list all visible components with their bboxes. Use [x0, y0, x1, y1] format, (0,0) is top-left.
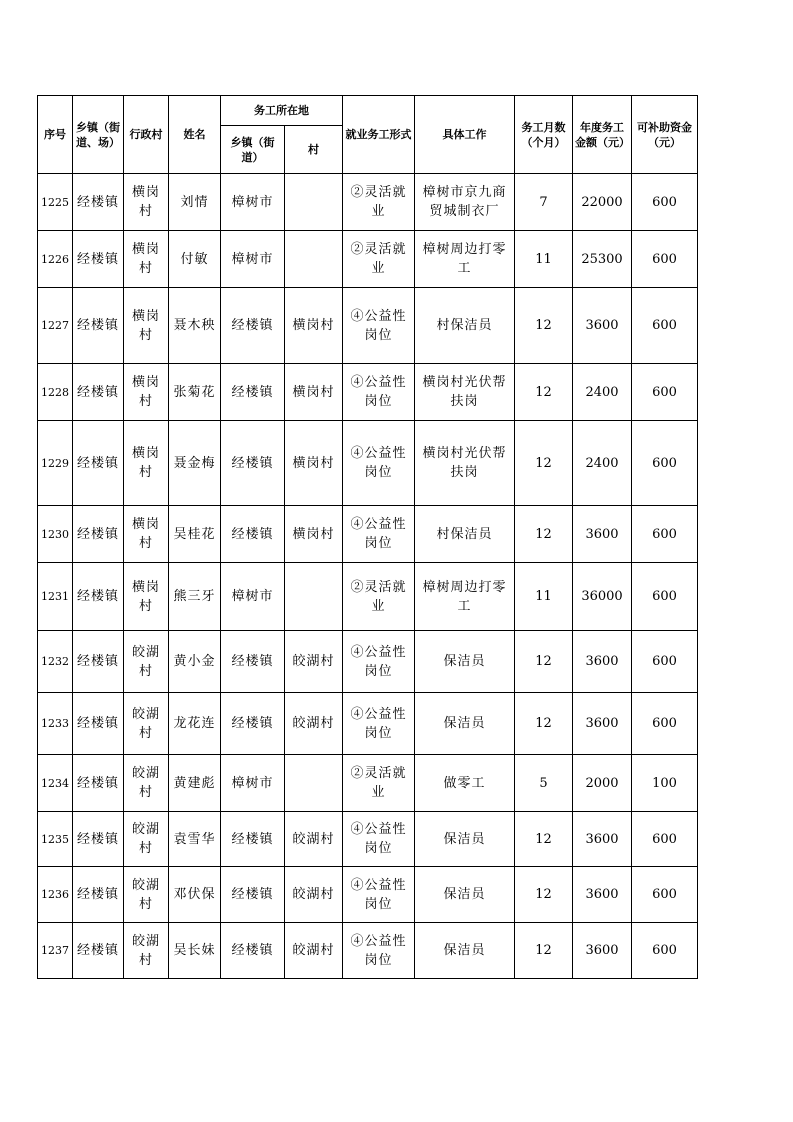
cell-town: 经楼镇 — [73, 867, 124, 923]
cell-village: 横岗村 — [124, 288, 169, 364]
cell-subsidy: 600 — [632, 693, 698, 755]
cell-job: 保洁员 — [415, 867, 515, 923]
cell-town: 经楼镇 — [73, 364, 124, 421]
cell-work-village: 皎湖村 — [285, 812, 343, 867]
header-seq: 序号 — [38, 96, 73, 174]
cell-seq: 1226 — [38, 231, 73, 288]
cell-job: 横岗村光伏帮扶岗 — [415, 421, 515, 506]
cell-village: 皎湖村 — [124, 693, 169, 755]
table-row — [38, 867, 698, 923]
table-row — [38, 231, 698, 288]
cell-employment-type: ②灵活就业 — [343, 231, 415, 288]
cell-annual-income: 3600 — [573, 867, 632, 923]
cell-months: 12 — [515, 923, 573, 979]
cell-seq: 1229 — [38, 421, 73, 506]
cell-subsidy: 600 — [632, 421, 698, 506]
cell-village: 皎湖村 — [124, 631, 169, 693]
cell-village: 皎湖村 — [124, 755, 169, 812]
cell-annual-income: 2000 — [573, 755, 632, 812]
cell-village: 横岗村 — [124, 231, 169, 288]
cell-work-village — [285, 231, 343, 288]
cell-work-town: 经楼镇 — [221, 812, 285, 867]
header-work-village: 村 — [285, 126, 343, 174]
cell-town: 经楼镇 — [73, 755, 124, 812]
cell-job: 樟树周边打零工 — [415, 563, 515, 631]
cell-village: 横岗村 — [124, 506, 169, 563]
cell-months: 7 — [515, 174, 573, 231]
cell-work-town: 经楼镇 — [221, 631, 285, 693]
cell-name: 吴长妹 — [169, 923, 221, 979]
cell-name: 聂木秧 — [169, 288, 221, 364]
cell-work-town: 经楼镇 — [221, 867, 285, 923]
cell-annual-income: 3600 — [573, 288, 632, 364]
cell-employment-type: ④公益性岗位 — [343, 506, 415, 563]
cell-annual-income: 3600 — [573, 506, 632, 563]
cell-job: 保洁员 — [415, 923, 515, 979]
cell-work-village: 皎湖村 — [285, 867, 343, 923]
cell-work-village — [285, 563, 343, 631]
table-row — [38, 364, 698, 421]
cell-work-town: 樟树市 — [221, 231, 285, 288]
cell-annual-income: 25300 — [573, 231, 632, 288]
cell-months: 12 — [515, 867, 573, 923]
cell-employment-type: ④公益性岗位 — [343, 812, 415, 867]
cell-work-town: 经楼镇 — [221, 288, 285, 364]
table-header — [38, 96, 698, 174]
cell-seq: 1234 — [38, 755, 73, 812]
cell-name: 付敏 — [169, 231, 221, 288]
cell-work-town: 经楼镇 — [221, 693, 285, 755]
cell-work-village — [285, 174, 343, 231]
cell-employment-type: ④公益性岗位 — [343, 631, 415, 693]
cell-work-town: 经楼镇 — [221, 923, 285, 979]
header-job: 具体工作 — [415, 96, 515, 174]
cell-work-town: 樟树市 — [221, 563, 285, 631]
table-body — [38, 174, 698, 979]
cell-town: 经楼镇 — [73, 174, 124, 231]
cell-work-village: 皎湖村 — [285, 631, 343, 693]
header-employment-type: 就业务工形式 — [343, 96, 415, 174]
cell-subsidy: 600 — [632, 364, 698, 421]
cell-seq: 1236 — [38, 867, 73, 923]
cell-work-village: 横岗村 — [285, 288, 343, 364]
cell-name: 袁雪华 — [169, 812, 221, 867]
cell-job: 横岗村光伏帮扶岗 — [415, 364, 515, 421]
cell-name: 张菊花 — [169, 364, 221, 421]
table-row — [38, 506, 698, 563]
header-name: 姓名 — [169, 96, 221, 174]
table-row — [38, 755, 698, 812]
cell-employment-type: ④公益性岗位 — [343, 421, 415, 506]
cell-months: 12 — [515, 421, 573, 506]
table-row — [38, 174, 698, 231]
cell-seq: 1227 — [38, 288, 73, 364]
cell-seq: 1230 — [38, 506, 73, 563]
cell-job: 保洁员 — [415, 693, 515, 755]
cell-name: 邓伏保 — [169, 867, 221, 923]
cell-job: 村保洁员 — [415, 288, 515, 364]
cell-work-village: 横岗村 — [285, 364, 343, 421]
cell-work-village — [285, 755, 343, 812]
cell-town: 经楼镇 — [73, 563, 124, 631]
table-row — [38, 631, 698, 693]
cell-town: 经楼镇 — [73, 231, 124, 288]
header-town: 乡镇（街道、场） — [73, 96, 124, 174]
header-months: 务工月数（个月） — [515, 96, 573, 174]
cell-seq: 1233 — [38, 693, 73, 755]
cell-job: 做零工 — [415, 755, 515, 812]
cell-town: 经楼镇 — [73, 631, 124, 693]
cell-months: 12 — [515, 812, 573, 867]
cell-name: 黄建彪 — [169, 755, 221, 812]
cell-work-village: 皎湖村 — [285, 923, 343, 979]
cell-employment-type: ④公益性岗位 — [343, 364, 415, 421]
header-annual-income: 年度务工金额（元） — [573, 96, 632, 174]
cell-employment-type: ②灵活就业 — [343, 563, 415, 631]
table-row — [38, 693, 698, 755]
cell-employment-type: ④公益性岗位 — [343, 867, 415, 923]
cell-months: 11 — [515, 563, 573, 631]
cell-job: 保洁员 — [415, 631, 515, 693]
cell-seq: 1225 — [38, 174, 73, 231]
cell-subsidy: 600 — [632, 812, 698, 867]
cell-work-village: 横岗村 — [285, 506, 343, 563]
table-row — [38, 421, 698, 506]
cell-annual-income: 22000 — [573, 174, 632, 231]
cell-village: 横岗村 — [124, 563, 169, 631]
cell-employment-type: ④公益性岗位 — [343, 923, 415, 979]
cell-subsidy: 600 — [632, 174, 698, 231]
table-row — [38, 563, 698, 631]
header-subsidy: 可补助资金（元） — [632, 96, 698, 174]
cell-village: 皎湖村 — [124, 812, 169, 867]
cell-employment-type: ②灵活就业 — [343, 755, 415, 812]
cell-village: 横岗村 — [124, 174, 169, 231]
cell-subsidy: 600 — [632, 506, 698, 563]
header-work-town: 乡镇（街道） — [221, 126, 285, 174]
cell-employment-type: ④公益性岗位 — [343, 288, 415, 364]
cell-months: 12 — [515, 631, 573, 693]
cell-name: 黄小金 — [169, 631, 221, 693]
header-row-1 — [38, 96, 698, 126]
cell-subsidy: 600 — [632, 631, 698, 693]
cell-employment-type: ④公益性岗位 — [343, 693, 415, 755]
table-row — [38, 812, 698, 867]
cell-subsidy: 600 — [632, 563, 698, 631]
cell-seq: 1231 — [38, 563, 73, 631]
cell-subsidy: 600 — [632, 923, 698, 979]
cell-seq: 1228 — [38, 364, 73, 421]
cell-town: 经楼镇 — [73, 288, 124, 364]
cell-subsidy: 600 — [632, 867, 698, 923]
cell-village: 横岗村 — [124, 421, 169, 506]
cell-town: 经楼镇 — [73, 693, 124, 755]
cell-months: 5 — [515, 755, 573, 812]
cell-work-town: 经楼镇 — [221, 421, 285, 506]
cell-work-town: 经楼镇 — [221, 364, 285, 421]
cell-months: 12 — [515, 364, 573, 421]
cell-name: 聂金梅 — [169, 421, 221, 506]
header-work-location: 务工所在地 — [221, 96, 343, 126]
cell-subsidy: 600 — [632, 288, 698, 364]
cell-months: 12 — [515, 506, 573, 563]
cell-annual-income: 3600 — [573, 693, 632, 755]
cell-town: 经楼镇 — [73, 421, 124, 506]
table-row — [38, 923, 698, 979]
cell-work-town: 经楼镇 — [221, 506, 285, 563]
cell-village: 皎湖村 — [124, 923, 169, 979]
cell-village: 横岗村 — [124, 364, 169, 421]
cell-annual-income: 3600 — [573, 812, 632, 867]
cell-village: 皎湖村 — [124, 867, 169, 923]
cell-months: 11 — [515, 231, 573, 288]
cell-name: 吴桂花 — [169, 506, 221, 563]
cell-town: 经楼镇 — [73, 506, 124, 563]
cell-name: 熊三牙 — [169, 563, 221, 631]
cell-months: 12 — [515, 693, 573, 755]
cell-job: 樟树周边打零工 — [415, 231, 515, 288]
cell-work-village: 横岗村 — [285, 421, 343, 506]
cell-work-town: 樟树市 — [221, 174, 285, 231]
cell-seq: 1237 — [38, 923, 73, 979]
cell-job: 保洁员 — [415, 812, 515, 867]
cell-town: 经楼镇 — [73, 923, 124, 979]
cell-annual-income: 3600 — [573, 923, 632, 979]
cell-job: 村保洁员 — [415, 506, 515, 563]
cell-seq: 1232 — [38, 631, 73, 693]
cell-seq: 1235 — [38, 812, 73, 867]
cell-work-town: 樟树市 — [221, 755, 285, 812]
cell-town: 经楼镇 — [73, 812, 124, 867]
table-row — [38, 288, 698, 364]
cell-name: 刘情 — [169, 174, 221, 231]
cell-subsidy: 100 — [632, 755, 698, 812]
cell-name: 龙花连 — [169, 693, 221, 755]
header-village: 行政村 — [124, 96, 169, 174]
cell-job: 樟树市京九商贸城制衣厂 — [415, 174, 515, 231]
cell-months: 12 — [515, 288, 573, 364]
cell-annual-income: 3600 — [573, 631, 632, 693]
cell-work-village: 皎湖村 — [285, 693, 343, 755]
cell-employment-type: ②灵活就业 — [343, 174, 415, 231]
cell-annual-income: 2400 — [573, 421, 632, 506]
cell-annual-income: 36000 — [573, 563, 632, 631]
cell-subsidy: 600 — [632, 231, 698, 288]
employment-subsidy-table — [37, 95, 698, 979]
cell-annual-income: 2400 — [573, 364, 632, 421]
